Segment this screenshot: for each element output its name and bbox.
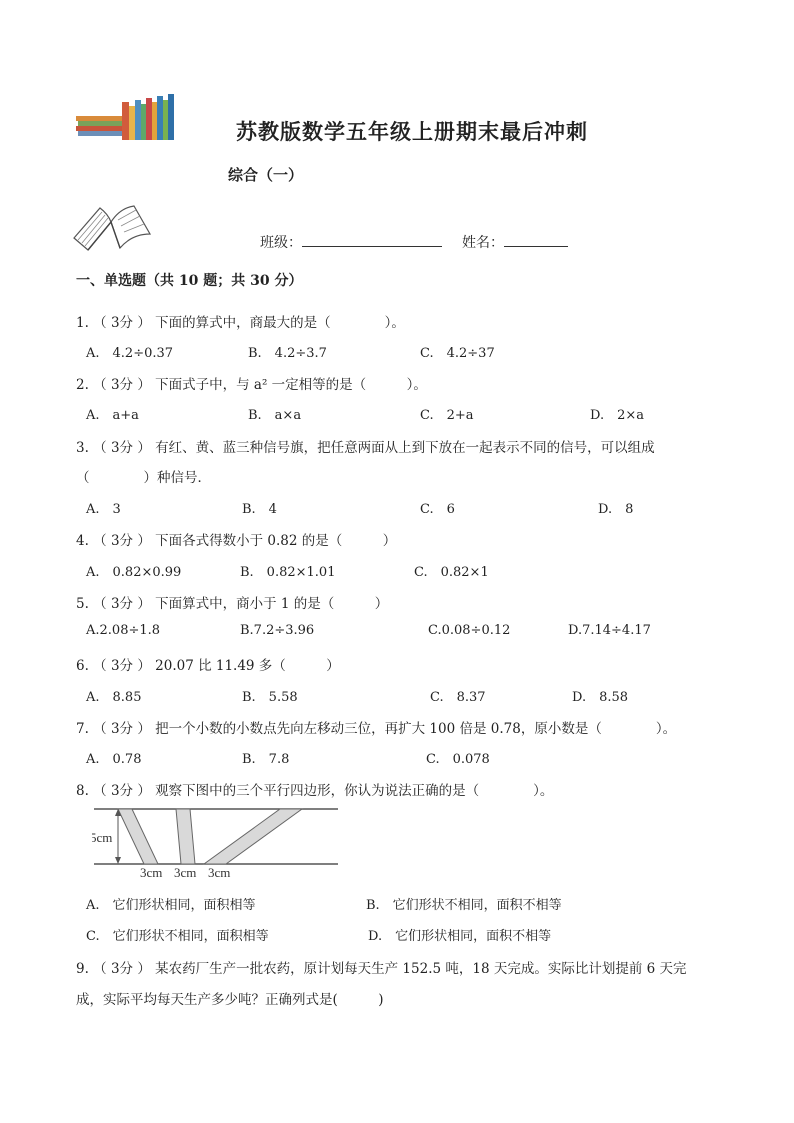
q7-option-a[interactable]: A. 0.78 xyxy=(86,752,142,767)
parallelogram-figure xyxy=(92,806,342,882)
question-6: 6. （ 3分 ） 20.07 比 11.49 多（ ） xyxy=(76,658,340,674)
q1-option-b[interactable]: B. 4.2÷3.7 xyxy=(248,346,327,361)
q1-option-a[interactable]: A. 4.2÷0.37 xyxy=(86,346,174,361)
question-3-cont: （ ）种信号． xyxy=(76,470,211,486)
q6-option-d[interactable]: D. 8.58 xyxy=(572,690,629,705)
question-8: 8. （ 3分 ） 观察下图中的三个平行四边形，你认为说法正确的是（ ）。 xyxy=(76,783,554,799)
q4-option-c[interactable]: C. 0.82×1 xyxy=(414,565,489,580)
q2-option-a[interactable]: A. a+a xyxy=(86,408,139,423)
q2-option-d[interactable]: D. 2×a xyxy=(590,408,645,423)
q5-option-b[interactable]: B.7.2÷3.96 xyxy=(240,623,315,638)
q6-option-a[interactable]: A. 8.85 xyxy=(86,690,142,705)
q3-option-a[interactable]: A. 3 xyxy=(86,502,121,517)
height-label: 5cm xyxy=(92,830,113,845)
question-5: 5. （ 3分 ） 下面算式中，商小于 1 的是（ ） xyxy=(76,596,389,612)
class-label: 班级： xyxy=(260,235,302,251)
q7-option-b[interactable]: B. 7.8 xyxy=(242,752,290,767)
question-9-cont: 成，实际平均每天生产多少吨？正确列式是( ) xyxy=(76,992,384,1008)
q5-option-a[interactable]: A.2.08÷1.8 xyxy=(86,623,161,638)
q1-option-c[interactable]: C. 4.2÷37 xyxy=(420,346,495,361)
q7-option-c[interactable]: C. 0.078 xyxy=(426,752,490,767)
q5-option-d[interactable]: D.7.14÷4.17 xyxy=(568,623,651,638)
question-7: 7. （ 3分 ） 把一个小数的小数点先向左移动三位，再扩大 100 倍是 0.78，原小数是（ ）。 xyxy=(76,721,677,737)
q3-option-b[interactable]: B. 4 xyxy=(242,502,277,517)
q8-option-b[interactable]: B. 它们形状不相同，面积不相等 xyxy=(366,898,562,913)
q2-option-b[interactable]: B. a×a xyxy=(248,408,302,423)
question-4: 4. （ 3分 ） 下面各式得数小于 0.82 的是（ ） xyxy=(76,533,397,549)
q4-option-a[interactable]: A. 0.82×0.99 xyxy=(86,565,182,580)
question-1: 1. （ 3分 ） 下面的算式中，商最大的是（ ）。 xyxy=(76,315,405,331)
books-icon xyxy=(76,92,176,146)
name-label: 姓名： xyxy=(462,235,504,251)
q8-option-c[interactable]: C. 它们形状不相同，面积相等 xyxy=(86,929,269,944)
section-title: 一、单选题（共 10 题；共 30 分） xyxy=(76,273,303,289)
q6-option-b[interactable]: B. 5.58 xyxy=(242,690,298,705)
base-label-1: 3cm xyxy=(140,865,163,878)
q2-option-c[interactable]: C. 2+a xyxy=(420,408,474,423)
q8-option-d[interactable]: D. 它们形状相同，面积不相等 xyxy=(368,929,552,944)
q3-option-d[interactable]: D. 8 xyxy=(598,502,634,517)
base-label-2: 3cm xyxy=(174,865,197,878)
q6-option-c[interactable]: C. 8.37 xyxy=(430,690,486,705)
class-field[interactable] xyxy=(302,232,442,247)
q3-option-c[interactable]: C. 6 xyxy=(420,502,455,517)
question-3: 3. （ 3分 ） 有红、黄、蓝三种信号旗，把任意两面从上到下放在一起表示不同的信号，可以组成 xyxy=(76,440,655,456)
q4-option-b[interactable]: B. 0.82×1.01 xyxy=(240,565,336,580)
open-book-icon xyxy=(70,198,152,258)
page-title: 苏教版数学五年级上册期末最后冲刺 xyxy=(236,119,588,144)
page-subtitle: 综合（一） xyxy=(228,166,304,184)
base-label-3: 3cm xyxy=(208,865,231,878)
name-field[interactable] xyxy=(504,232,568,247)
q8-option-a[interactable]: A. 它们形状相同，面积相等 xyxy=(86,898,256,913)
question-2: 2. （ 3分 ） 下面式子中，与 a² 一定相等的是（ ）。 xyxy=(76,377,427,393)
q5-option-c[interactable]: C.0.08÷0.12 xyxy=(428,623,511,638)
question-9: 9. （ 3分 ） 某农药厂生产一批农药，原计划每天生产 152.5 吨，18 天完成。实际比计划提前 6 天完 xyxy=(76,961,687,977)
